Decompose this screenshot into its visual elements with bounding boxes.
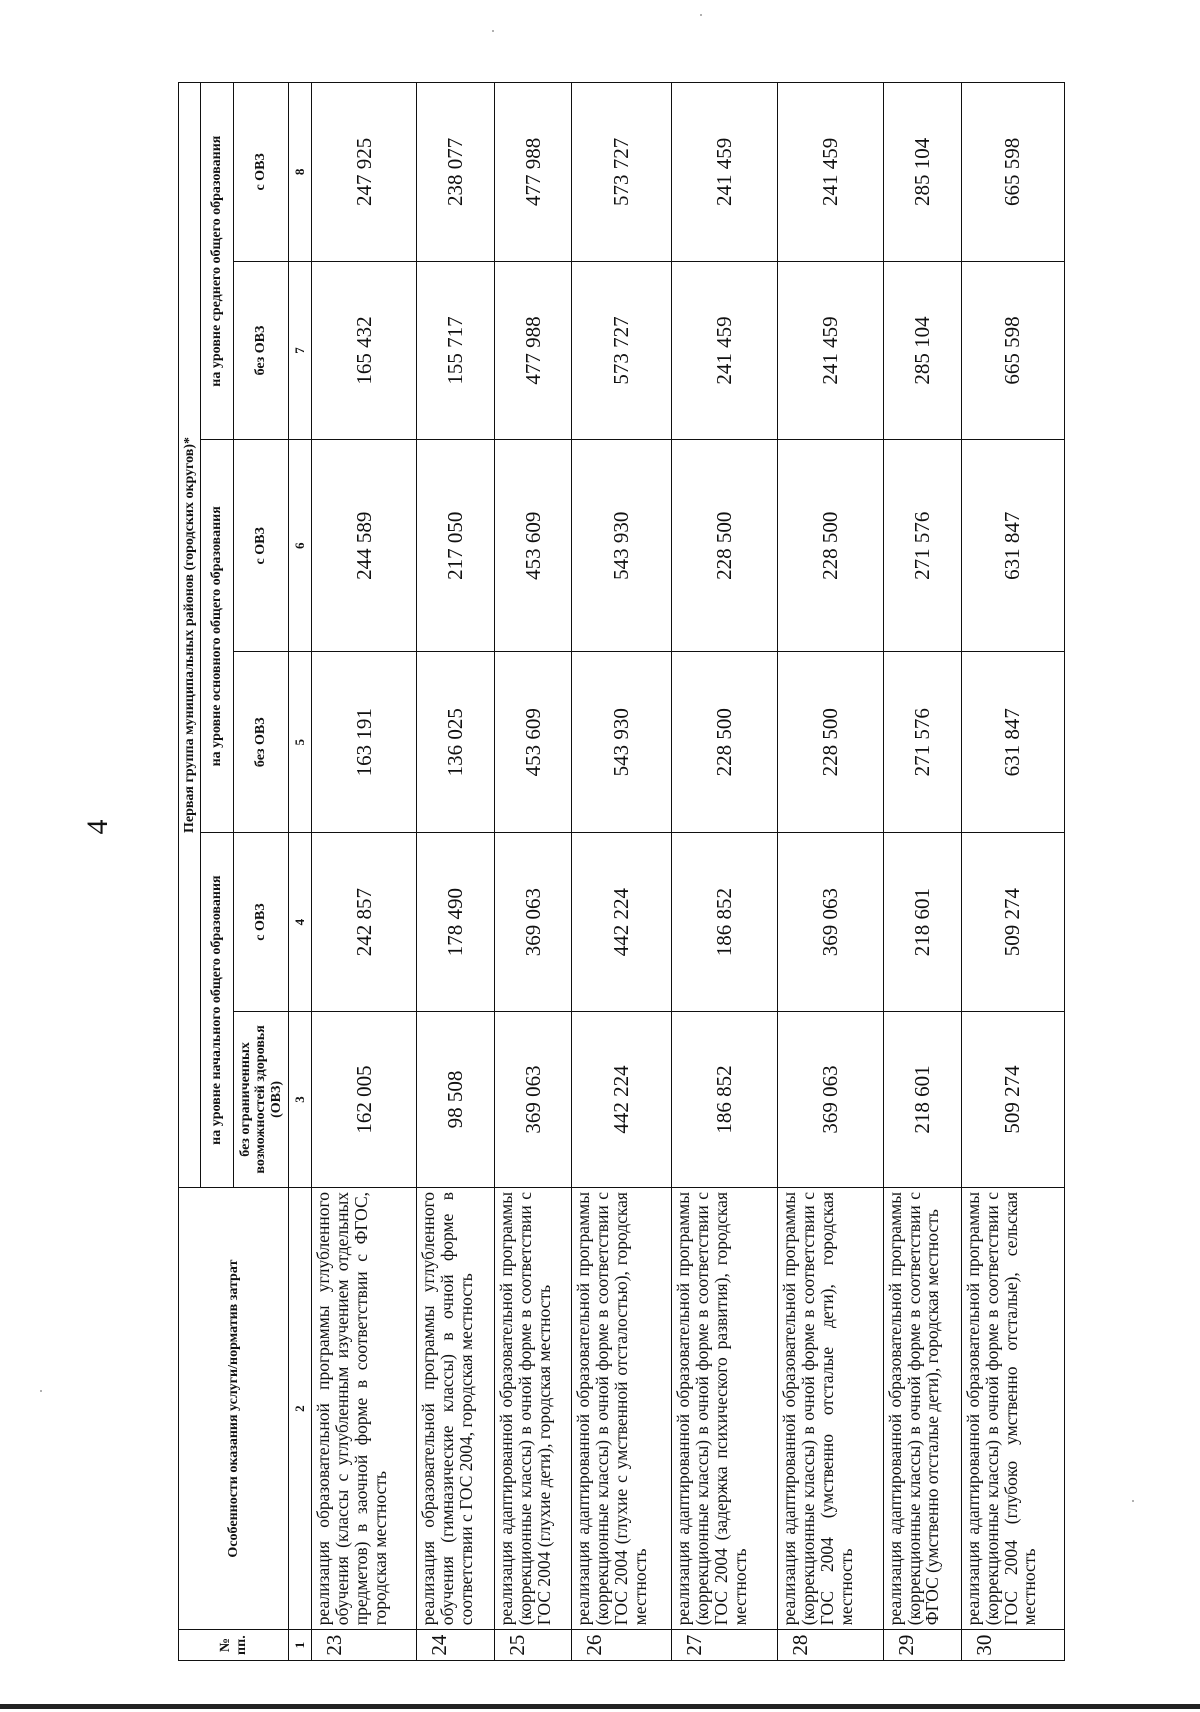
header-num: № пп. [179, 1630, 289, 1661]
value-cell: 477 988 [495, 261, 572, 440]
value-cell: 285 104 [883, 261, 961, 440]
value-cell: 163 191 [311, 652, 416, 833]
value-cell: 241 459 [778, 83, 883, 262]
row-description: реализация образовательной программы углубленного обучения (классы с углубленным изучением отдельных предметов) в заочной форме в соответствии с ФГОС, городская местность [311, 1188, 416, 1630]
row-number: 24 [417, 1630, 495, 1661]
header-sub-col6: с ОВЗ [233, 440, 289, 652]
header-level-basic: на уровне основного общего образования [201, 440, 234, 833]
header-sub-col5: без ОВЗ [233, 652, 289, 833]
table-row [778, 83, 883, 1661]
row-number: 27 [672, 1630, 778, 1661]
value-cell: 228 500 [778, 440, 883, 652]
header-level-secondary: на уровне среднего общего образования [201, 83, 234, 440]
scan-speck [700, 14, 702, 16]
value-cell: 453 609 [495, 652, 572, 833]
value-cell: 453 609 [495, 440, 572, 652]
row-description: реализация адаптированной образовательной программы (коррекционные классы) в очной форме в соответствии с ГОС 2004 (глухие с умственной отсталостью), городская местность [572, 1188, 672, 1630]
value-cell: 285 104 [883, 83, 961, 262]
col-index: 2 [289, 1188, 312, 1630]
col-index: 6 [289, 440, 312, 652]
value-cell: 228 500 [672, 652, 778, 833]
value-cell: 543 930 [572, 652, 672, 833]
scan-bottom-edge [0, 1704, 1200, 1709]
column-index-row [289, 83, 312, 1661]
value-cell: 442 224 [572, 833, 672, 1012]
row-number: 30 [961, 1630, 1064, 1661]
table-row [311, 83, 416, 1661]
table-row [961, 83, 1064, 1661]
value-cell: 217 050 [417, 440, 495, 652]
value-cell: 271 576 [883, 652, 961, 833]
col-index: 3 [289, 1011, 312, 1187]
value-cell: 244 589 [311, 440, 416, 652]
header-sub-col3: без ограниченных возможностей здоровья (ОВЗ) [233, 1011, 289, 1187]
page-number: 4 [81, 819, 114, 835]
value-cell: 631 847 [961, 440, 1064, 652]
header-group-title: Первая группа муниципальных районов (городских округов)* [179, 83, 201, 1188]
row-number: 28 [778, 1630, 883, 1661]
table-row [672, 83, 778, 1661]
col-index: 8 [289, 83, 312, 262]
scan-speck [492, 30, 494, 32]
value-cell: 631 847 [961, 652, 1064, 833]
table-row [495, 83, 572, 1661]
row-description: реализация адаптированной образовательной программы (коррекционные классы) в очной форме в соответствии с ГОС 2004 (умственно отсталые дети), городская местность [778, 1188, 883, 1630]
table-row [417, 83, 495, 1661]
value-cell: 665 598 [961, 83, 1064, 262]
header-row-1 [179, 83, 201, 1661]
row-description: реализация адаптированной образовательной программы (коррекционные классы) в очной форме в соответствии с ГОС 2004 (глубоко умственно отсталые), сельская местность [961, 1188, 1064, 1630]
value-cell: 247 925 [311, 83, 416, 262]
value-cell: 186 852 [672, 833, 778, 1012]
value-cell: 573 727 [572, 261, 672, 440]
value-cell: 228 500 [778, 652, 883, 833]
value-cell: 241 459 [672, 261, 778, 440]
value-cell: 477 988 [495, 83, 572, 262]
row-description: реализация адаптированной образовательной программы (коррекционные классы) в очной форме в соответствии с ГОС 2004 (задержка психического развития), городская местность [672, 1188, 778, 1630]
value-cell: 369 063 [495, 1011, 572, 1187]
value-cell: 509 274 [961, 833, 1064, 1012]
row-number: 23 [311, 1630, 416, 1661]
table-row [572, 83, 672, 1661]
header-level-primary: на уровне начального общего образования [201, 833, 234, 1188]
scan-speck [40, 1390, 42, 1392]
col-index: 5 [289, 652, 312, 833]
table-row [883, 83, 961, 1661]
col-index: 7 [289, 261, 312, 440]
rotated-table-container [178, 82, 1065, 1661]
value-cell: 509 274 [961, 1011, 1064, 1187]
value-cell: 573 727 [572, 83, 672, 262]
header-feature: Особенности оказания услуги/норматив затрат [179, 1188, 289, 1630]
cost-norms-table [178, 82, 1065, 1661]
value-cell: 241 459 [778, 261, 883, 440]
row-number: 26 [572, 1630, 672, 1661]
value-cell: 369 063 [778, 1011, 883, 1187]
row-number: 25 [495, 1630, 572, 1661]
row-description: реализация образовательной программы углубленного обучения (гимназические классы) в очной форме в соответствии с ГОС 2004, городская местность [417, 1188, 495, 1630]
col-index: 1 [289, 1630, 312, 1661]
value-cell: 665 598 [961, 261, 1064, 440]
row-description: реализация адаптированной образовательной программы (коррекционные классы) в очной форме в соответствии с ФГОС (умственно отсталые дети), городская местность [883, 1188, 961, 1630]
value-cell: 98 508 [417, 1011, 495, 1187]
value-cell: 228 500 [672, 440, 778, 652]
value-cell: 165 432 [311, 261, 416, 440]
value-cell: 238 077 [417, 83, 495, 262]
row-description: реализация адаптированной образовательной программы (коррекционные классы) в очной форме в соответствии с ГОС 2004 (глухие дети), городская местность [495, 1188, 572, 1630]
value-cell: 162 005 [311, 1011, 416, 1187]
value-cell: 369 063 [495, 833, 572, 1012]
value-cell: 155 717 [417, 261, 495, 440]
col-index: 4 [289, 833, 312, 1012]
value-cell: 369 063 [778, 833, 883, 1012]
header-sub-col4: с ОВЗ [233, 833, 289, 1012]
value-cell: 271 576 [883, 440, 961, 652]
header-sub-col7: без ОВЗ [233, 261, 289, 440]
value-cell: 218 601 [883, 1011, 961, 1187]
scan-speck [1132, 1500, 1134, 1502]
value-cell: 136 025 [417, 652, 495, 833]
header-sub-col8: с ОВЗ [233, 83, 289, 262]
row-number: 29 [883, 1630, 961, 1661]
value-cell: 442 224 [572, 1011, 672, 1187]
value-cell: 178 490 [417, 833, 495, 1012]
value-cell: 218 601 [883, 833, 961, 1012]
value-cell: 242 857 [311, 833, 416, 1012]
value-cell: 186 852 [672, 1011, 778, 1187]
value-cell: 543 930 [572, 440, 672, 652]
value-cell: 241 459 [672, 83, 778, 262]
